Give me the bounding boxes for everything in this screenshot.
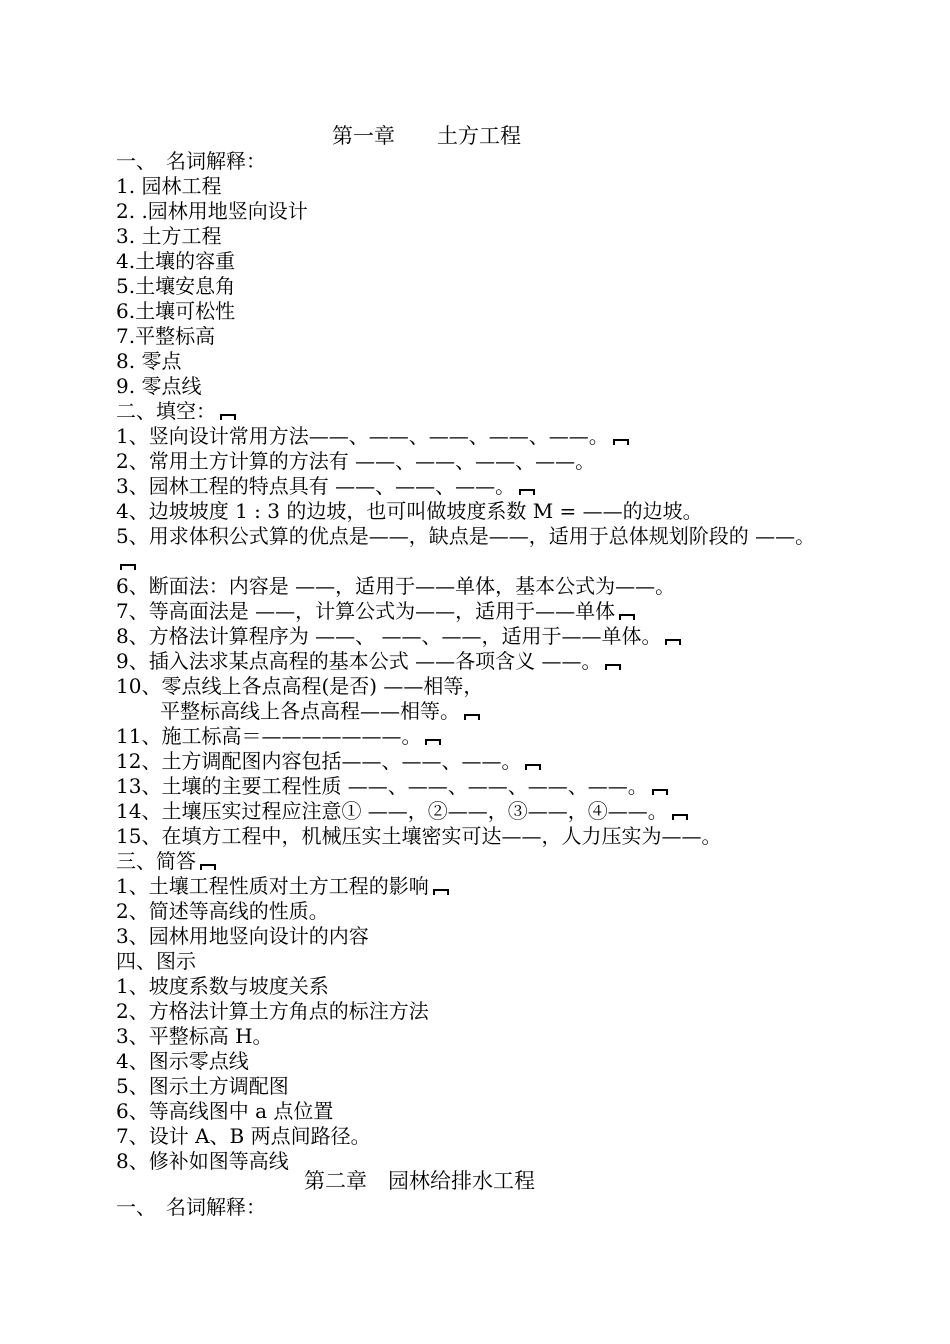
text-line	[116, 249, 235, 274]
text-line	[116, 674, 483, 699]
text-line	[116, 549, 136, 574]
text-line	[116, 574, 675, 599]
line-text: 7、等高面法是 ——，计算公式为——，适用于——单体	[116, 599, 616, 623]
paragraph-mark-icon	[605, 664, 621, 670]
text-line	[116, 1149, 289, 1174]
text-line	[116, 274, 235, 299]
line-text: 2. .园林用地竖向设计	[116, 199, 308, 223]
paragraph-mark-icon	[519, 489, 535, 495]
text-line	[116, 349, 181, 374]
chapter-title	[304, 1169, 535, 1194]
text-line	[116, 374, 201, 399]
text-line	[116, 299, 235, 324]
paragraph-mark-icon	[665, 639, 681, 645]
paragraph-mark-icon	[619, 614, 635, 620]
line-text: 4、边坡坡度 1 : 3 的边坡，也可叫做坡度系数 M = ——的边坡。	[116, 499, 703, 523]
text-line	[160, 699, 480, 724]
line-text: 4、图示零点线	[116, 1049, 249, 1073]
line-text: 7.平整标高	[116, 324, 216, 348]
line-text: 8、方格法计算程序为 ——、 ——、——，适用于——单体。	[116, 624, 662, 648]
line-text: 3. 土方工程	[116, 224, 222, 248]
text-line	[116, 224, 221, 249]
text-line	[116, 1049, 249, 1074]
text-line	[116, 949, 196, 974]
line-text: 2、简述等高线的性质。	[116, 899, 329, 923]
text-line	[116, 1074, 289, 1099]
line-text: 13、土壤的主要工程性质 ——、——、——、——、——。	[116, 774, 648, 798]
line-text: 四、图示	[116, 949, 196, 973]
text-line	[116, 1099, 333, 1124]
text-line	[116, 799, 688, 824]
text-line	[116, 599, 635, 624]
line-text: 1、竖向设计常用方法——、——、——、——、——。	[116, 424, 609, 448]
text-line	[116, 924, 369, 949]
text-line	[116, 149, 266, 174]
text-line	[116, 499, 703, 524]
line-text: 6、等高线图中 a 点位置	[116, 1099, 334, 1123]
text-line	[116, 524, 815, 549]
text-line	[116, 824, 721, 849]
text-line	[116, 899, 329, 924]
text-line	[116, 874, 449, 899]
line-text: 1. 园林工程	[116, 174, 222, 198]
text-line	[116, 624, 681, 649]
paragraph-mark-icon	[200, 864, 216, 870]
text-line	[116, 199, 308, 224]
text-line	[116, 324, 215, 349]
text-line	[116, 1124, 371, 1149]
text-line	[116, 749, 541, 774]
text-line	[116, 774, 668, 799]
line-text: 7、设计 A、B 两点间路径。	[116, 1124, 371, 1148]
paragraph-mark-icon	[433, 889, 449, 895]
text-line	[116, 1024, 273, 1049]
line-text: 12、土方调配图内容包括——、——、——。	[116, 749, 522, 773]
text-line	[116, 449, 595, 474]
line-text: 1、坡度系数与坡度关系	[116, 974, 329, 998]
line-text: 14、土壤压实过程应注意① ——，②——，③——，④——。	[116, 799, 668, 823]
line-text: 3、园林用地竖向设计的内容	[116, 924, 369, 948]
line-text: 8. 零点	[116, 349, 182, 373]
line-text: 6.土壤可松性	[116, 299, 236, 323]
text-line	[116, 474, 535, 499]
line-text: 15、在填方工程中，机械压实土壤密实可达——，人力压实为——。	[116, 824, 722, 848]
line-text: 三、简答	[116, 849, 196, 873]
chapter-title	[332, 124, 521, 149]
paragraph-mark-icon	[425, 739, 441, 745]
line-text: 第一章 土方工程	[332, 124, 521, 148]
text-line	[116, 649, 621, 674]
paragraph-mark-icon	[613, 439, 629, 445]
line-text: 9. 零点线	[116, 374, 202, 398]
line-text: 一、 名词解释：	[116, 149, 266, 173]
line-text: 11、施工标高＝———————。	[116, 724, 422, 748]
line-text: 5、用求体积公式算的优点是——，缺点是——，适用于总体规划阶段的 ——。	[116, 524, 816, 548]
line-text: 6、断面法：内容是 ——，适用于——单体，基本公式为——。	[116, 574, 676, 598]
line-text: 3、园林工程的特点具有 ——、——、——。	[116, 474, 516, 498]
line-text: 5.土壤安息角	[116, 274, 236, 298]
paragraph-mark-icon	[220, 414, 236, 420]
line-text: 2、方格法计算土方角点的标注方法	[116, 999, 429, 1023]
text-line	[116, 849, 216, 874]
line-text: 一、 名词解释：	[116, 1195, 266, 1219]
text-line	[116, 974, 329, 999]
line-text: 5、图示土方调配图	[116, 1074, 289, 1098]
paragraph-mark-icon	[120, 564, 136, 570]
line-text: 平整标高线上各点高程——相等。	[160, 699, 460, 723]
line-text: 第二章 园林给排水工程	[304, 1169, 535, 1193]
paragraph-mark-icon	[525, 764, 541, 770]
text-line	[116, 424, 629, 449]
text-line	[116, 999, 429, 1024]
line-text: 1、土壤工程性质对土方工程的影响	[116, 874, 429, 898]
line-text: 2、常用土方计算的方法有 ——、——、——、——。	[116, 449, 596, 473]
paragraph-mark-icon	[652, 789, 668, 795]
line-text: 9、插入法求某点高程的基本公式 ——各项含义 ——。	[116, 649, 602, 673]
line-text: 4.土壤的容重	[116, 249, 236, 273]
line-text: 二、填空：	[116, 399, 216, 423]
text-line	[116, 174, 221, 199]
paragraph-mark-icon	[464, 714, 480, 720]
line-text: 3、平整标高 H。	[116, 1024, 273, 1048]
text-line	[116, 399, 236, 424]
text-line	[116, 724, 441, 749]
line-text: 8、修补如图等高线	[116, 1149, 289, 1173]
line-text: 10、零点线上各点高程(是否) ——相等，	[116, 674, 484, 698]
text-line	[116, 1195, 266, 1220]
paragraph-mark-icon	[672, 814, 688, 820]
